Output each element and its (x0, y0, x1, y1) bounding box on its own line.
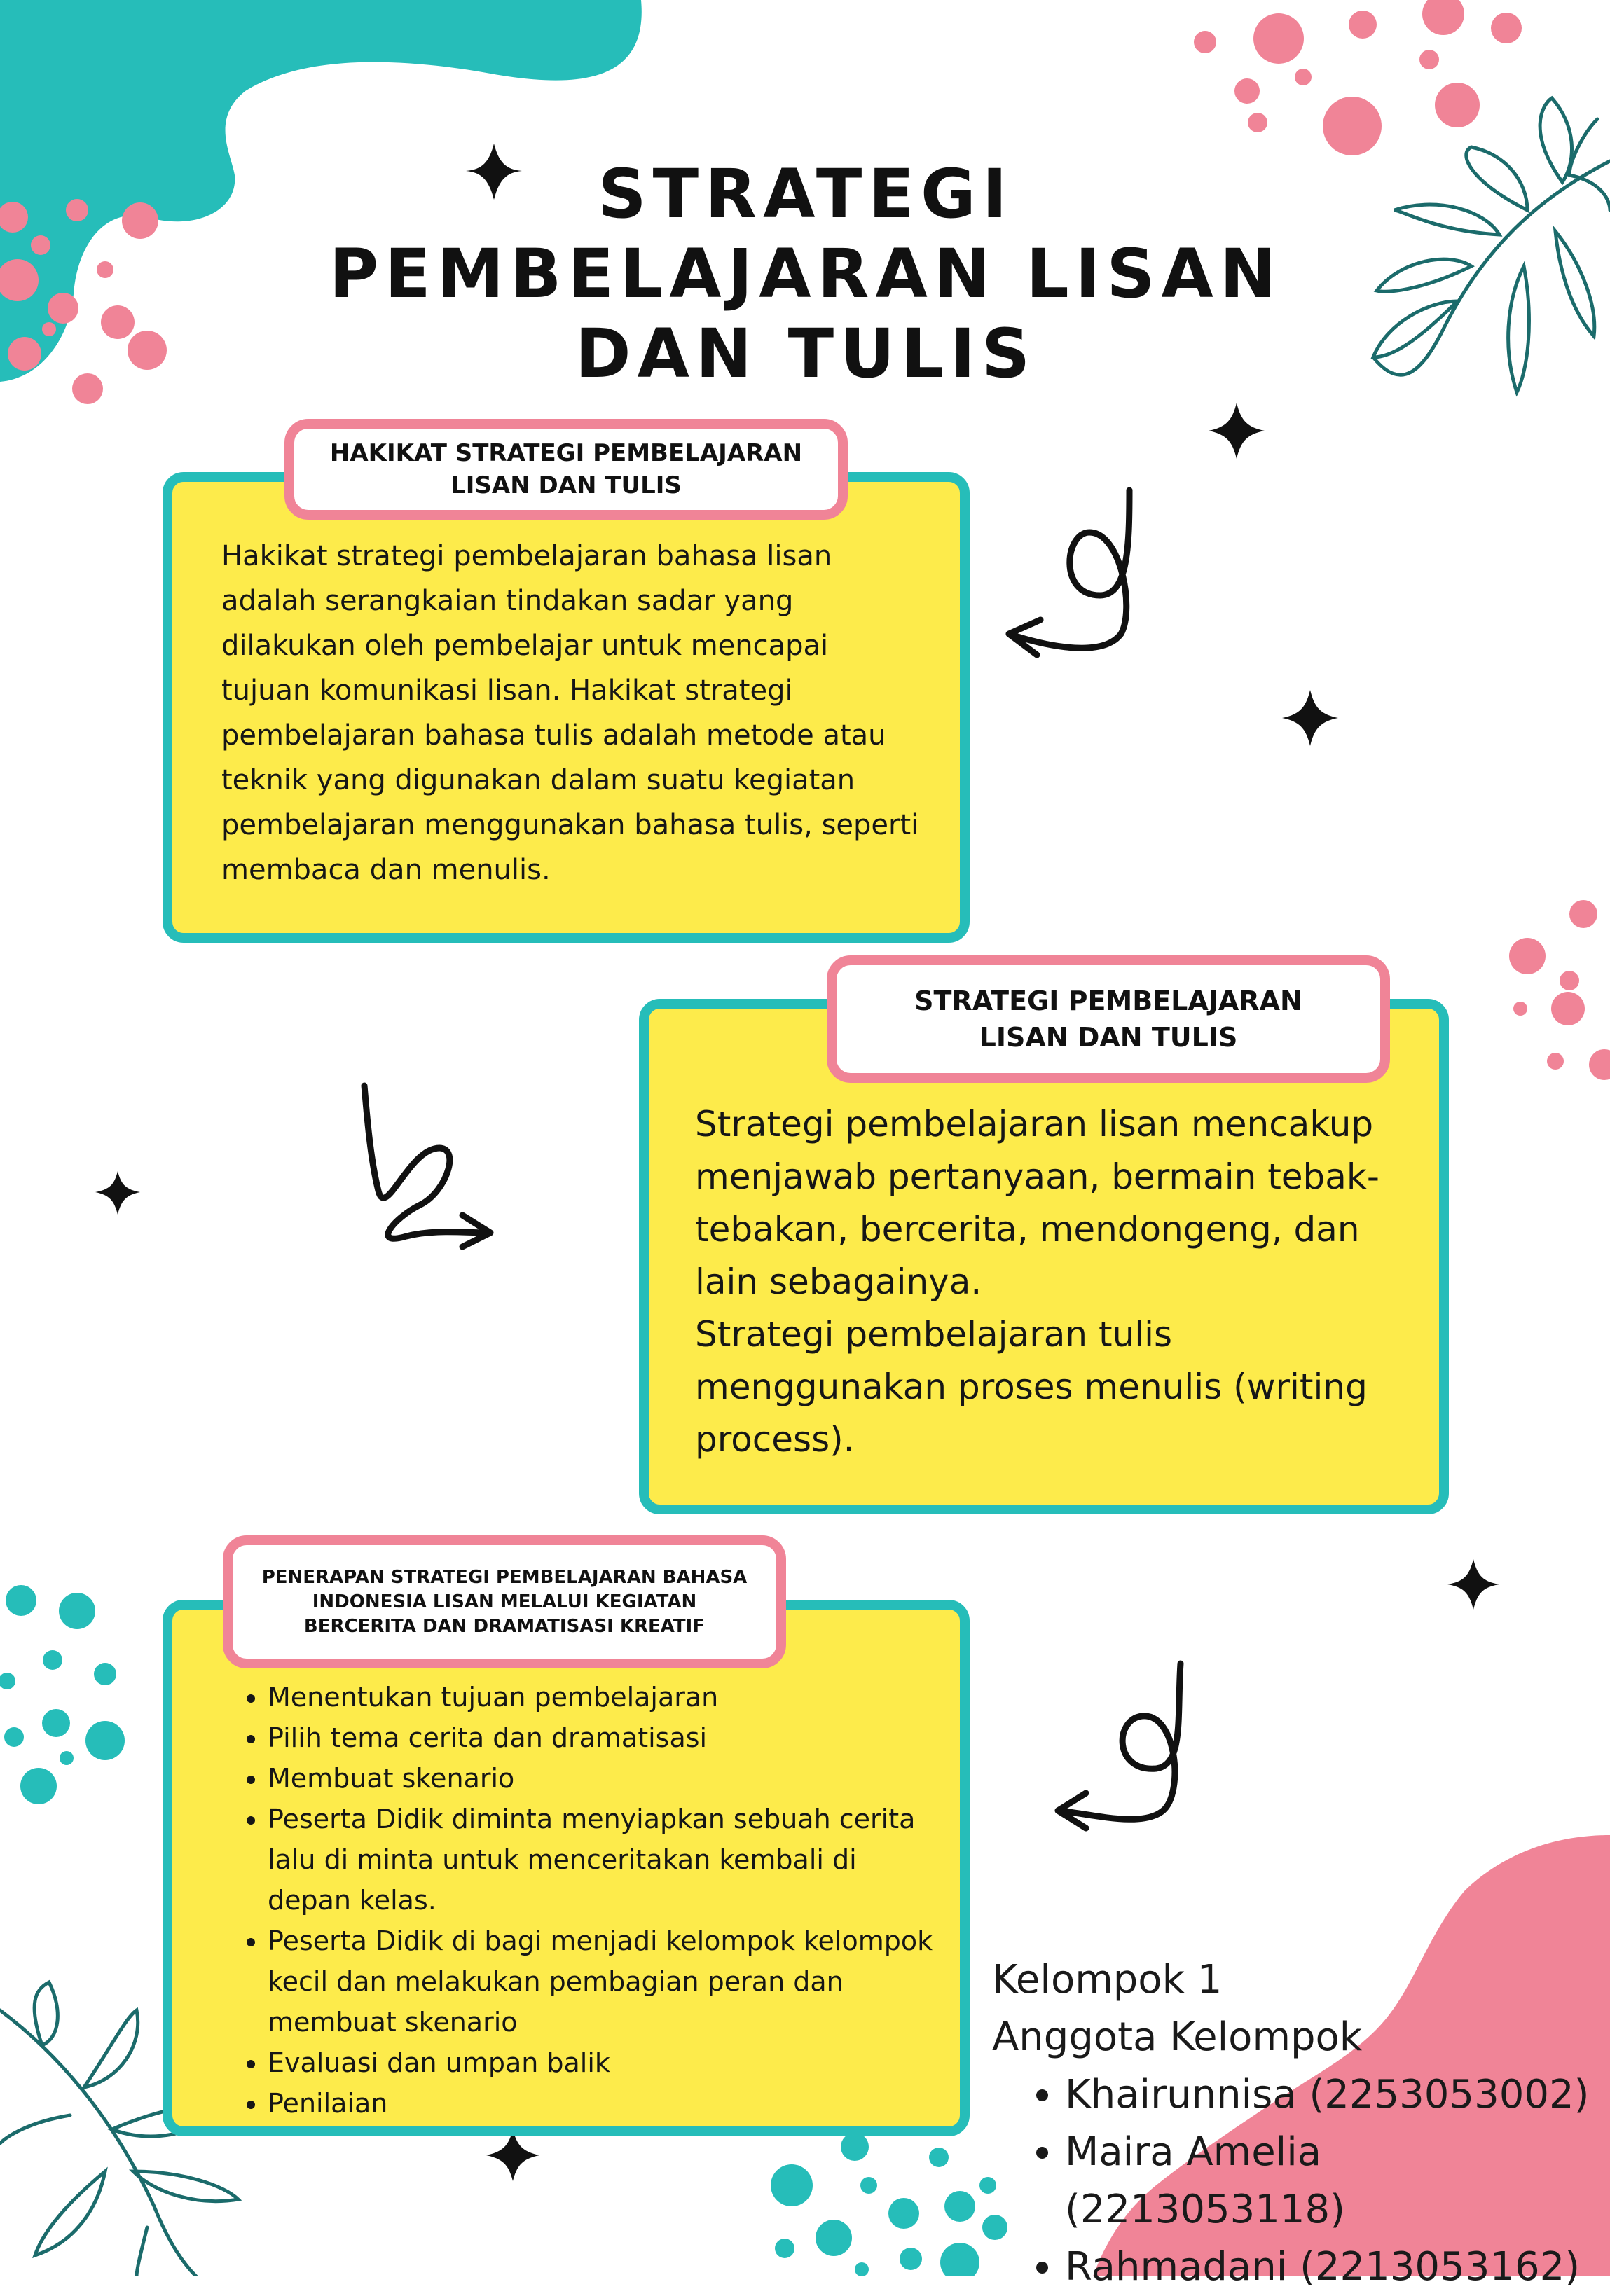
section-hakikat-heading (284, 419, 848, 520)
teal-dots-bottom-left (0, 1585, 125, 1804)
list-item: • Membuat skenario (268, 1758, 943, 1799)
curly-arrow-icon (1058, 1664, 1181, 1828)
team-members-list (992, 2066, 1602, 2296)
team-member: • Maira Amelia (2213053118) (1065, 2124, 1602, 2239)
sparkle-icon (1209, 403, 1265, 459)
section-hakikat-paragraph: Hakikat strategi pembelajaran bahasa lisan adalah serangkaian tindakan sadar yang dilakukan oleh pembelajar untuk mencapai tujuan komunikasi lisan. Hakikat strategi pembelajaran bahasa tulis adalah metode atau teknik yang digunakan dalam suatu kegiatan pembelajaran menggunakan bahasa tulis, seperti membaca dan menulis. (221, 540, 919, 886)
curly-arrow-icon (364, 1086, 490, 1247)
team-member: • Rahmadani (2213053162) (1065, 2239, 1602, 2296)
pink-dots-right (1509, 900, 1610, 1080)
list-item: • Evaluasi dan umpan balik (268, 2042, 943, 2083)
curly-arrow-icon (1009, 490, 1129, 655)
sparkle-icon (1447, 1559, 1499, 1610)
section-strategi-paragraph-1: Strategi pembelajaran lisan mencakup menjawab pertanyaan, bermain tebak-tebakan, bercerita, mendongeng, dan lain sebagainya. (695, 1104, 1379, 1302)
sparkle-icon (95, 1171, 140, 1215)
pink-dots-top-right (1194, 0, 1522, 155)
list-item: • Penilaian (268, 2083, 943, 2124)
section-hakikat-heading-line-2: LISAN DAN TULIS (450, 471, 682, 499)
list-item: • Menentukan tujuan pembelajaran (268, 1677, 943, 1717)
team-members-label: Anggota Kelompok (992, 2014, 1363, 2060)
list-item: • Peserta Didik diminta menyiapkan sebuah cerita lalu di minta untuk menceritakan kembali di depan kelas. (268, 1799, 943, 1921)
section-strategi-heading-line-2: LISAN DAN TULIS (979, 1022, 1238, 1053)
team-group: Kelompok 1 (992, 1957, 1223, 2003)
section-hakikat-text (221, 534, 922, 892)
title-line-1: STRATEGI (598, 155, 1014, 233)
page-title (280, 154, 1331, 394)
title-line-2: PEMBELAJARAN LISAN (329, 235, 1283, 313)
section-strategi-text (695, 1098, 1410, 1466)
section-penerapan-heading-line-1: PENERAPAN STRATEGI PEMBELAJARAN BAHASA (261, 1566, 748, 1588)
section-penerapan-text (242, 1677, 943, 2124)
section-strategi-heading-line-1: STRATEGI PEMBELAJARAN (914, 986, 1302, 1016)
list-item: • Pilih tema cerita dan dramatisasi (268, 1717, 943, 1758)
section-hakikat-heading-line-1: HAKIKAT STRATEGI PEMBELAJARAN (329, 439, 803, 467)
section-penerapan-list (242, 1677, 943, 2124)
list-item: • Peserta Didik di bagi menjadi kelompok kelompok kecil dan melakukan pembagian peran dan membuat skenario (268, 1921, 943, 2042)
section-penerapan-heading-line-2: INDONESIA LISAN MELALUI KEGIATAN (312, 1591, 697, 1612)
section-strategi-heading (827, 955, 1390, 1083)
section-penerapan-heading-line-3: BERCERITA DAN DRAMATISASI KREATIF (303, 1615, 706, 1637)
section-penerapan-heading (223, 1535, 786, 1668)
sparkle-icon (1282, 690, 1338, 746)
sparkle-icon (486, 2129, 539, 2181)
section-strategi-paragraph-2: Strategi pembelajaran tulis menggunakan proses menulis (writing process). (695, 1314, 1368, 1460)
title-line-3: DAN TULIS (574, 314, 1037, 393)
team-info (992, 1951, 1602, 2296)
leaf-branch-top-right (1373, 98, 1610, 392)
team-member: • Khairunnisa (2253053002) (1065, 2066, 1602, 2124)
